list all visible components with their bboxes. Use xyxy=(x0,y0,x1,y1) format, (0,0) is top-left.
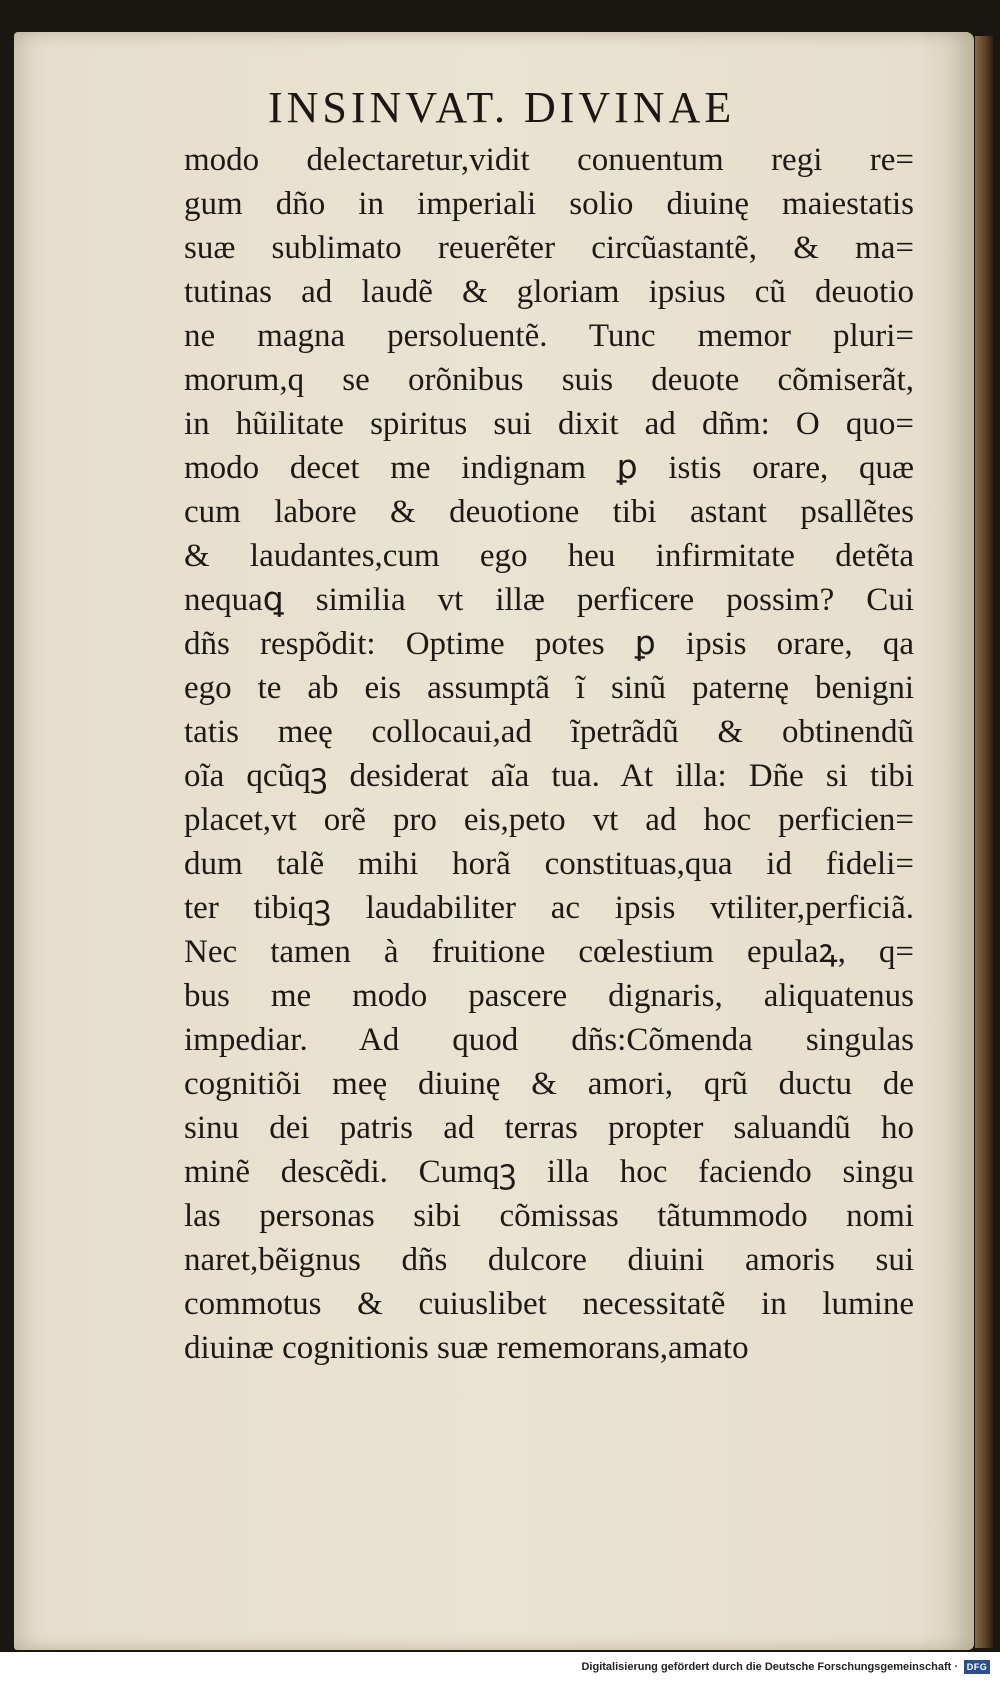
text-line: placet,vt orẽ pro eis,peto vt ad hoc perficien= xyxy=(184,802,914,838)
text-line: morum,q se orõnibus suis deuote cõmiserãt, xyxy=(184,362,914,398)
text-line: naret,bẽignus dñs dulcore diuini amoris sui xyxy=(184,1242,914,1278)
text-line: las personas sibi cõmissas tãtummodo nomi xyxy=(184,1198,914,1234)
text-line: oĩa qcũqꝫ desiderat aĩa tua. At illa: Dñe si tibi xyxy=(184,758,914,794)
footer-credit: Digitalisierung gefördert durch die Deutsche Forschungsgemeinschaft · xyxy=(581,1661,958,1673)
dfg-logo-icon: DFG xyxy=(964,1660,990,1674)
text-line: suæ sublimato reuerẽter circũastantẽ, & ma= xyxy=(184,230,914,266)
text-line: ego te ab eis assumptã ĩ sinũ paternę benigni xyxy=(184,670,914,706)
text-line: ne magna persoluentẽ. Tunc memor pluri= xyxy=(184,318,914,354)
text-line: tatis meę collocaui,ad ĩpetrãdũ & obtinendũ xyxy=(184,714,914,750)
text-line: dum talẽ mihi horã constituas,qua id fideli= xyxy=(184,846,914,882)
text-line: gum dño in imperiali solio diuinę maiestatis xyxy=(184,186,914,222)
text-line: & laudantes,cum ego heu infirmitate detẽta xyxy=(184,538,914,574)
running-header: INSINVAT. DIVINAE xyxy=(268,83,736,132)
text-line: impediar. Ad quod dñs:Cõmenda singulas xyxy=(184,1022,914,1058)
text-line: modo delectaretur,vidit conuentum regi re= xyxy=(184,142,914,178)
text-line: Nec tamen à fruitione cœlestium epulaꝝ, q= xyxy=(184,934,914,970)
text-line: tutinas ad laudẽ & gloriam ipsius cũ deuotio xyxy=(184,274,914,310)
text-line: modo decet me indignam ꝑ istis orare, quæ xyxy=(184,450,914,486)
text-line: nequaꝗ similia vt illæ perficere possim? Cui xyxy=(184,582,914,618)
text-line: sinu dei patris ad terras propter saluandũ ho xyxy=(184,1110,914,1146)
digitization-footer xyxy=(581,1660,990,1674)
text-line: dñs respõdit: Optime potes ꝑ ipsis orare, qa xyxy=(184,626,914,662)
text-line: minẽ descẽdi. Cumqꝫ illa hoc faciendo singu xyxy=(184,1154,914,1190)
text-line: ter tibiqꝫ laudabiliter ac ipsis vtiliter,perficiã. xyxy=(184,890,914,926)
text-line: commotus & cuiuslibet necessitatẽ in lumine xyxy=(184,1286,914,1322)
book-page-edge xyxy=(975,36,993,1648)
text-line: cum labore & deuotione tibi astant psallẽtes xyxy=(184,494,914,530)
body-text xyxy=(184,138,914,1370)
text-line: in hũilitate spiritus sui dixit ad dñm: O quo= xyxy=(184,406,914,442)
text-line: cognitiõi meę diuinę & amori, qrũ ductu de xyxy=(184,1066,914,1102)
text-line: bus me modo pascere dignaris, aliquatenus xyxy=(184,978,914,1014)
text-line: diuinæ cognitionis suæ rememorans,amato xyxy=(184,1330,749,1366)
